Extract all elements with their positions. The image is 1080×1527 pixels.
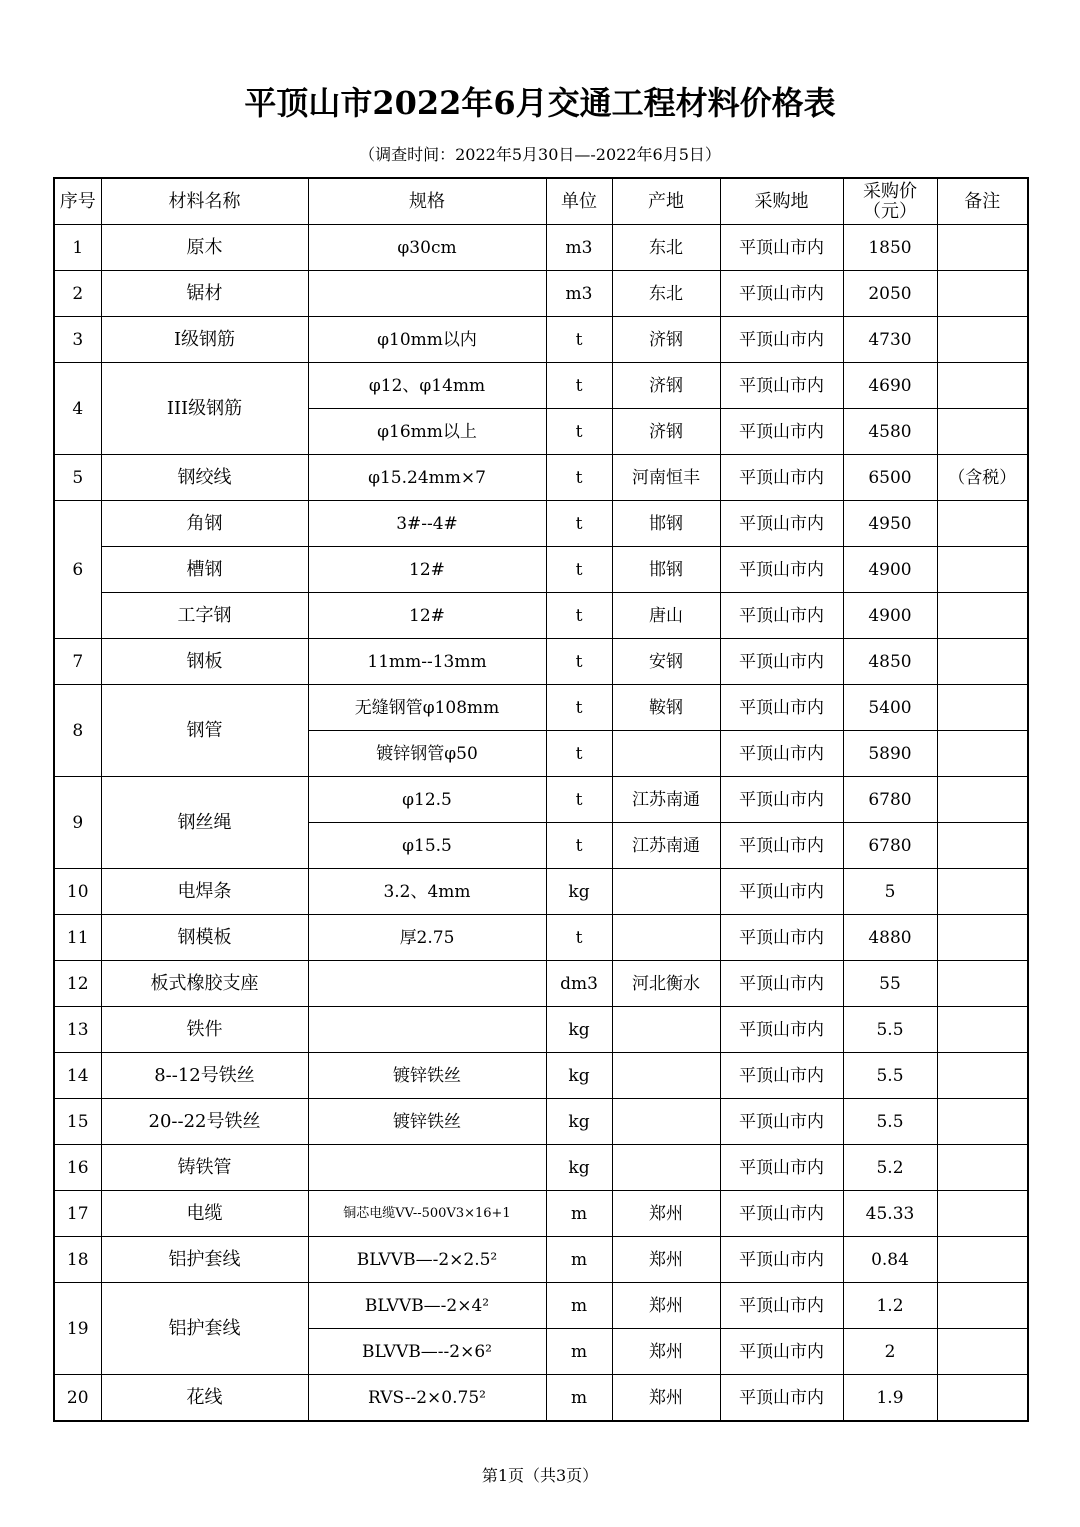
cell-price: 1.9 — [843, 1375, 937, 1422]
cell-place: 平顶山市内 — [720, 777, 843, 823]
cell-unit: m — [546, 1329, 612, 1375]
cell-spec: 3#--4# — [308, 501, 546, 547]
cell-place: 平顶山市内 — [720, 1375, 843, 1422]
cell-spec: φ16mm以上 — [308, 409, 546, 455]
table-row — [54, 915, 1028, 961]
cell-origin — [612, 1053, 720, 1099]
cell-spec: φ10mm以内 — [308, 317, 546, 363]
cell-unit: t — [546, 593, 612, 639]
table-row — [54, 225, 1028, 271]
cell-place: 平顶山市内 — [720, 225, 843, 271]
cell-unit: m — [546, 1375, 612, 1422]
cell-place: 平顶山市内 — [720, 317, 843, 363]
cell-place: 平顶山市内 — [720, 639, 843, 685]
cell-spec: 镀锌钢管φ50 — [308, 731, 546, 777]
cell-spec: 厚2.75 — [308, 915, 546, 961]
cell-name: 钢绞线 — [101, 455, 308, 501]
header-spec: 规格 — [308, 178, 546, 225]
cell-name: 铁件 — [101, 1007, 308, 1053]
cell-price: 4880 — [843, 915, 937, 961]
cell-no: 19 — [54, 1283, 101, 1375]
cell-place: 平顶山市内 — [720, 1283, 843, 1329]
cell-unit: kg — [546, 869, 612, 915]
cell-origin: 济钢 — [612, 317, 720, 363]
cell-origin: 邯钢 — [612, 547, 720, 593]
cell-remark — [937, 1329, 1028, 1375]
cell-origin: 郑州 — [612, 1191, 720, 1237]
cell-origin: 唐山 — [612, 593, 720, 639]
cell-place: 平顶山市内 — [720, 961, 843, 1007]
cell-origin — [612, 731, 720, 777]
cell-place: 平顶山市内 — [720, 363, 843, 409]
cell-price: 55 — [843, 961, 937, 1007]
cell-price: 5.2 — [843, 1145, 937, 1191]
cell-spec: φ12.5 — [308, 777, 546, 823]
cell-price: 2 — [843, 1329, 937, 1375]
cell-spec: BLVVB—--2×6² — [308, 1329, 546, 1375]
cell-unit: m — [546, 1283, 612, 1329]
cell-remark — [937, 409, 1028, 455]
cell-spec: RVS--2×0.75² — [308, 1375, 546, 1422]
cell-place: 平顶山市内 — [720, 1191, 843, 1237]
table-row — [54, 1099, 1028, 1145]
table-row — [54, 777, 1028, 823]
table-row — [54, 1375, 1028, 1422]
cell-price: 4730 — [843, 317, 937, 363]
cell-no: 1 — [54, 225, 101, 271]
cell-place: 平顶山市内 — [720, 685, 843, 731]
cell-name: 铝护套线 — [101, 1283, 308, 1375]
cell-remark — [937, 271, 1028, 317]
cell-place: 平顶山市内 — [720, 1007, 843, 1053]
cell-spec — [308, 271, 546, 317]
cell-price: 5.5 — [843, 1099, 937, 1145]
cell-remark — [937, 363, 1028, 409]
cell-origin: 东北 — [612, 271, 720, 317]
cell-unit: kg — [546, 1053, 612, 1099]
cell-spec: BLVVB—-2×4² — [308, 1283, 546, 1329]
cell-remark — [937, 547, 1028, 593]
header-no: 序号 — [54, 178, 101, 225]
survey-period: （调查时间：2022年5月30日—-2022年6月5日） — [359, 145, 721, 164]
cell-spec: φ15.5 — [308, 823, 546, 869]
cell-no: 17 — [54, 1191, 101, 1237]
cell-remark — [937, 777, 1028, 823]
cell-no: 2 — [54, 271, 101, 317]
cell-remark — [937, 639, 1028, 685]
cell-price: 0.84 — [843, 1237, 937, 1283]
cell-unit: m3 — [546, 225, 612, 271]
cell-price: 5 — [843, 869, 937, 915]
cell-remark — [937, 1191, 1028, 1237]
cell-origin: 鞍钢 — [612, 685, 720, 731]
cell-no: 10 — [54, 869, 101, 915]
cell-remark — [937, 1053, 1028, 1099]
cell-unit: t — [546, 915, 612, 961]
cell-remark — [937, 1237, 1028, 1283]
cell-origin: 江苏南通 — [612, 777, 720, 823]
cell-unit: t — [546, 547, 612, 593]
cell-place: 平顶山市内 — [720, 501, 843, 547]
cell-name: 20--22号铁丝 — [101, 1099, 308, 1145]
cell-no: 7 — [54, 639, 101, 685]
page-title: 平顶山市2022年6月交通工程材料价格表 — [244, 84, 836, 122]
cell-spec — [308, 1145, 546, 1191]
cell-unit: kg — [546, 1007, 612, 1053]
cell-price: 2050 — [843, 271, 937, 317]
cell-remark — [937, 1283, 1028, 1329]
cell-price: 45.33 — [843, 1191, 937, 1237]
cell-origin: 郑州 — [612, 1237, 720, 1283]
cell-origin: 郑州 — [612, 1329, 720, 1375]
table-row — [54, 1145, 1028, 1191]
cell-origin: 河南恒丰 — [612, 455, 720, 501]
table-row — [54, 1283, 1028, 1329]
cell-spec: 12# — [308, 593, 546, 639]
cell-name: 钢管 — [101, 685, 308, 777]
cell-price: 4950 — [843, 501, 937, 547]
cell-unit: t — [546, 823, 612, 869]
cell-price: 6780 — [843, 823, 937, 869]
cell-origin: 郑州 — [612, 1375, 720, 1422]
cell-origin — [612, 1099, 720, 1145]
cell-name: 铝护套线 — [101, 1237, 308, 1283]
cell-spec: BLVVB—-2×2.5² — [308, 1237, 546, 1283]
cell-unit: t — [546, 639, 612, 685]
cell-unit: kg — [546, 1099, 612, 1145]
cell-remark — [937, 225, 1028, 271]
table-row — [54, 501, 1028, 547]
cell-price: 4580 — [843, 409, 937, 455]
cell-price: 5890 — [843, 731, 937, 777]
cell-unit: m3 — [546, 271, 612, 317]
cell-name: 角钢 — [101, 501, 308, 547]
cell-remark — [937, 501, 1028, 547]
cell-remark — [937, 731, 1028, 777]
cell-name: 板式橡胶支座 — [101, 961, 308, 1007]
cell-remark — [937, 961, 1028, 1007]
cell-remark — [937, 1099, 1028, 1145]
cell-remark — [937, 685, 1028, 731]
header-name: 材料名称 — [101, 178, 308, 225]
cell-no: 16 — [54, 1145, 101, 1191]
cell-spec: φ15.24mm×7 — [308, 455, 546, 501]
page-number: 第1页（共3页） — [481, 1466, 599, 1485]
cell-remark — [937, 593, 1028, 639]
cell-price: 6780 — [843, 777, 937, 823]
cell-no: 12 — [54, 961, 101, 1007]
cell-unit: m — [546, 1191, 612, 1237]
cell-price: 1.2 — [843, 1283, 937, 1329]
cell-no: 3 — [54, 317, 101, 363]
cell-unit: t — [546, 409, 612, 455]
cell-name: 锯材 — [101, 271, 308, 317]
cell-origin — [612, 1145, 720, 1191]
cell-spec: φ30cm — [308, 225, 546, 271]
cell-spec: 无缝钢管φ108mm — [308, 685, 546, 731]
cell-name: 槽钢 — [101, 547, 308, 593]
cell-no: 5 — [54, 455, 101, 501]
cell-name: 工字钢 — [101, 593, 308, 639]
cell-unit: t — [546, 455, 612, 501]
cell-origin: 邯钢 — [612, 501, 720, 547]
cell-origin: 东北 — [612, 225, 720, 271]
cell-origin: 河北衡水 — [612, 961, 720, 1007]
cell-price: 5400 — [843, 685, 937, 731]
cell-spec: 镀锌铁丝 — [308, 1099, 546, 1145]
table-row — [54, 593, 1028, 639]
cell-remark — [937, 823, 1028, 869]
table-row — [54, 1053, 1028, 1099]
cell-no: 15 — [54, 1099, 101, 1145]
cell-remark — [937, 1007, 1028, 1053]
cell-origin: 郑州 — [612, 1283, 720, 1329]
cell-spec: 铜芯电缆VV--500V3×16+1 — [308, 1191, 546, 1237]
cell-origin: 济钢 — [612, 363, 720, 409]
table-row — [54, 869, 1028, 915]
cell-no: 8 — [54, 685, 101, 777]
cell-origin — [612, 915, 720, 961]
cell-remark — [937, 915, 1028, 961]
header-place: 采购地 — [720, 178, 843, 225]
cell-name: 钢板 — [101, 639, 308, 685]
table-row — [54, 639, 1028, 685]
header-price: 采购价（元） — [843, 178, 937, 225]
table-row — [54, 455, 1028, 501]
cell-unit: t — [546, 501, 612, 547]
table-row — [54, 1191, 1028, 1237]
cell-remark: （含税） — [937, 455, 1028, 501]
cell-place: 平顶山市内 — [720, 1145, 843, 1191]
table-row — [54, 547, 1028, 593]
cell-unit: t — [546, 731, 612, 777]
cell-price: 4900 — [843, 593, 937, 639]
cell-place: 平顶山市内 — [720, 1053, 843, 1099]
header-unit: 单位 — [546, 178, 612, 225]
table-row — [54, 1237, 1028, 1283]
cell-spec: 12# — [308, 547, 546, 593]
cell-remark — [937, 869, 1028, 915]
cell-unit: m — [546, 1237, 612, 1283]
cell-remark — [937, 1375, 1028, 1422]
cell-place: 平顶山市内 — [720, 271, 843, 317]
cell-price: 6500 — [843, 455, 937, 501]
cell-place: 平顶山市内 — [720, 869, 843, 915]
cell-no: 14 — [54, 1053, 101, 1099]
cell-spec: 镀锌铁丝 — [308, 1053, 546, 1099]
cell-origin: 江苏南通 — [612, 823, 720, 869]
cell-price: 4850 — [843, 639, 937, 685]
cell-place: 平顶山市内 — [720, 1099, 843, 1145]
cell-price: 5.5 — [843, 1053, 937, 1099]
cell-place: 平顶山市内 — [720, 915, 843, 961]
cell-spec: 11mm--13mm — [308, 639, 546, 685]
cell-place: 平顶山市内 — [720, 547, 843, 593]
cell-price: 4690 — [843, 363, 937, 409]
cell-no: 13 — [54, 1007, 101, 1053]
cell-no: 18 — [54, 1237, 101, 1283]
cell-name: 钢丝绳 — [101, 777, 308, 869]
table-header-row — [54, 178, 1028, 225]
cell-name: 花线 — [101, 1375, 308, 1422]
cell-remark — [937, 317, 1028, 363]
cell-spec — [308, 1007, 546, 1053]
table-row — [54, 1007, 1028, 1053]
cell-spec: φ12、φ14mm — [308, 363, 546, 409]
cell-unit: t — [546, 685, 612, 731]
cell-unit: t — [546, 777, 612, 823]
table-row — [54, 961, 1028, 1007]
cell-origin: 安钢 — [612, 639, 720, 685]
cell-place: 平顶山市内 — [720, 455, 843, 501]
cell-origin — [612, 869, 720, 915]
table-row — [54, 363, 1028, 409]
cell-name: 电焊条 — [101, 869, 308, 915]
header-remark: 备注 — [937, 178, 1028, 225]
cell-no: 11 — [54, 915, 101, 961]
cell-name: III级钢筋 — [101, 363, 308, 455]
cell-remark — [937, 1145, 1028, 1191]
cell-name: I级钢筋 — [101, 317, 308, 363]
cell-name: 铸铁管 — [101, 1145, 308, 1191]
cell-origin — [612, 1007, 720, 1053]
header-origin: 产地 — [612, 178, 720, 225]
cell-no: 6 — [54, 501, 101, 639]
cell-price: 1850 — [843, 225, 937, 271]
cell-price: 5.5 — [843, 1007, 937, 1053]
cell-unit: dm3 — [546, 961, 612, 1007]
cell-name: 电缆 — [101, 1191, 308, 1237]
table-row — [54, 685, 1028, 731]
table-row — [54, 271, 1028, 317]
cell-unit: t — [546, 317, 612, 363]
cell-spec: 3.2、4mm — [308, 869, 546, 915]
cell-price: 4900 — [843, 547, 937, 593]
cell-place: 平顶山市内 — [720, 593, 843, 639]
cell-place: 平顶山市内 — [720, 1237, 843, 1283]
cell-no: 20 — [54, 1375, 101, 1422]
cell-place: 平顶山市内 — [720, 1329, 843, 1375]
cell-name: 8--12号铁丝 — [101, 1053, 308, 1099]
cell-no: 9 — [54, 777, 101, 869]
table-row — [54, 317, 1028, 363]
cell-unit: t — [546, 363, 612, 409]
cell-place: 平顶山市内 — [720, 823, 843, 869]
cell-unit: kg — [546, 1145, 612, 1191]
cell-origin: 济钢 — [612, 409, 720, 455]
cell-spec — [308, 961, 546, 1007]
cell-place: 平顶山市内 — [720, 731, 843, 777]
cell-no: 4 — [54, 363, 101, 455]
price-table — [53, 177, 1029, 1422]
cell-name: 钢模板 — [101, 915, 308, 961]
cell-name: 原木 — [101, 225, 308, 271]
cell-place: 平顶山市内 — [720, 409, 843, 455]
